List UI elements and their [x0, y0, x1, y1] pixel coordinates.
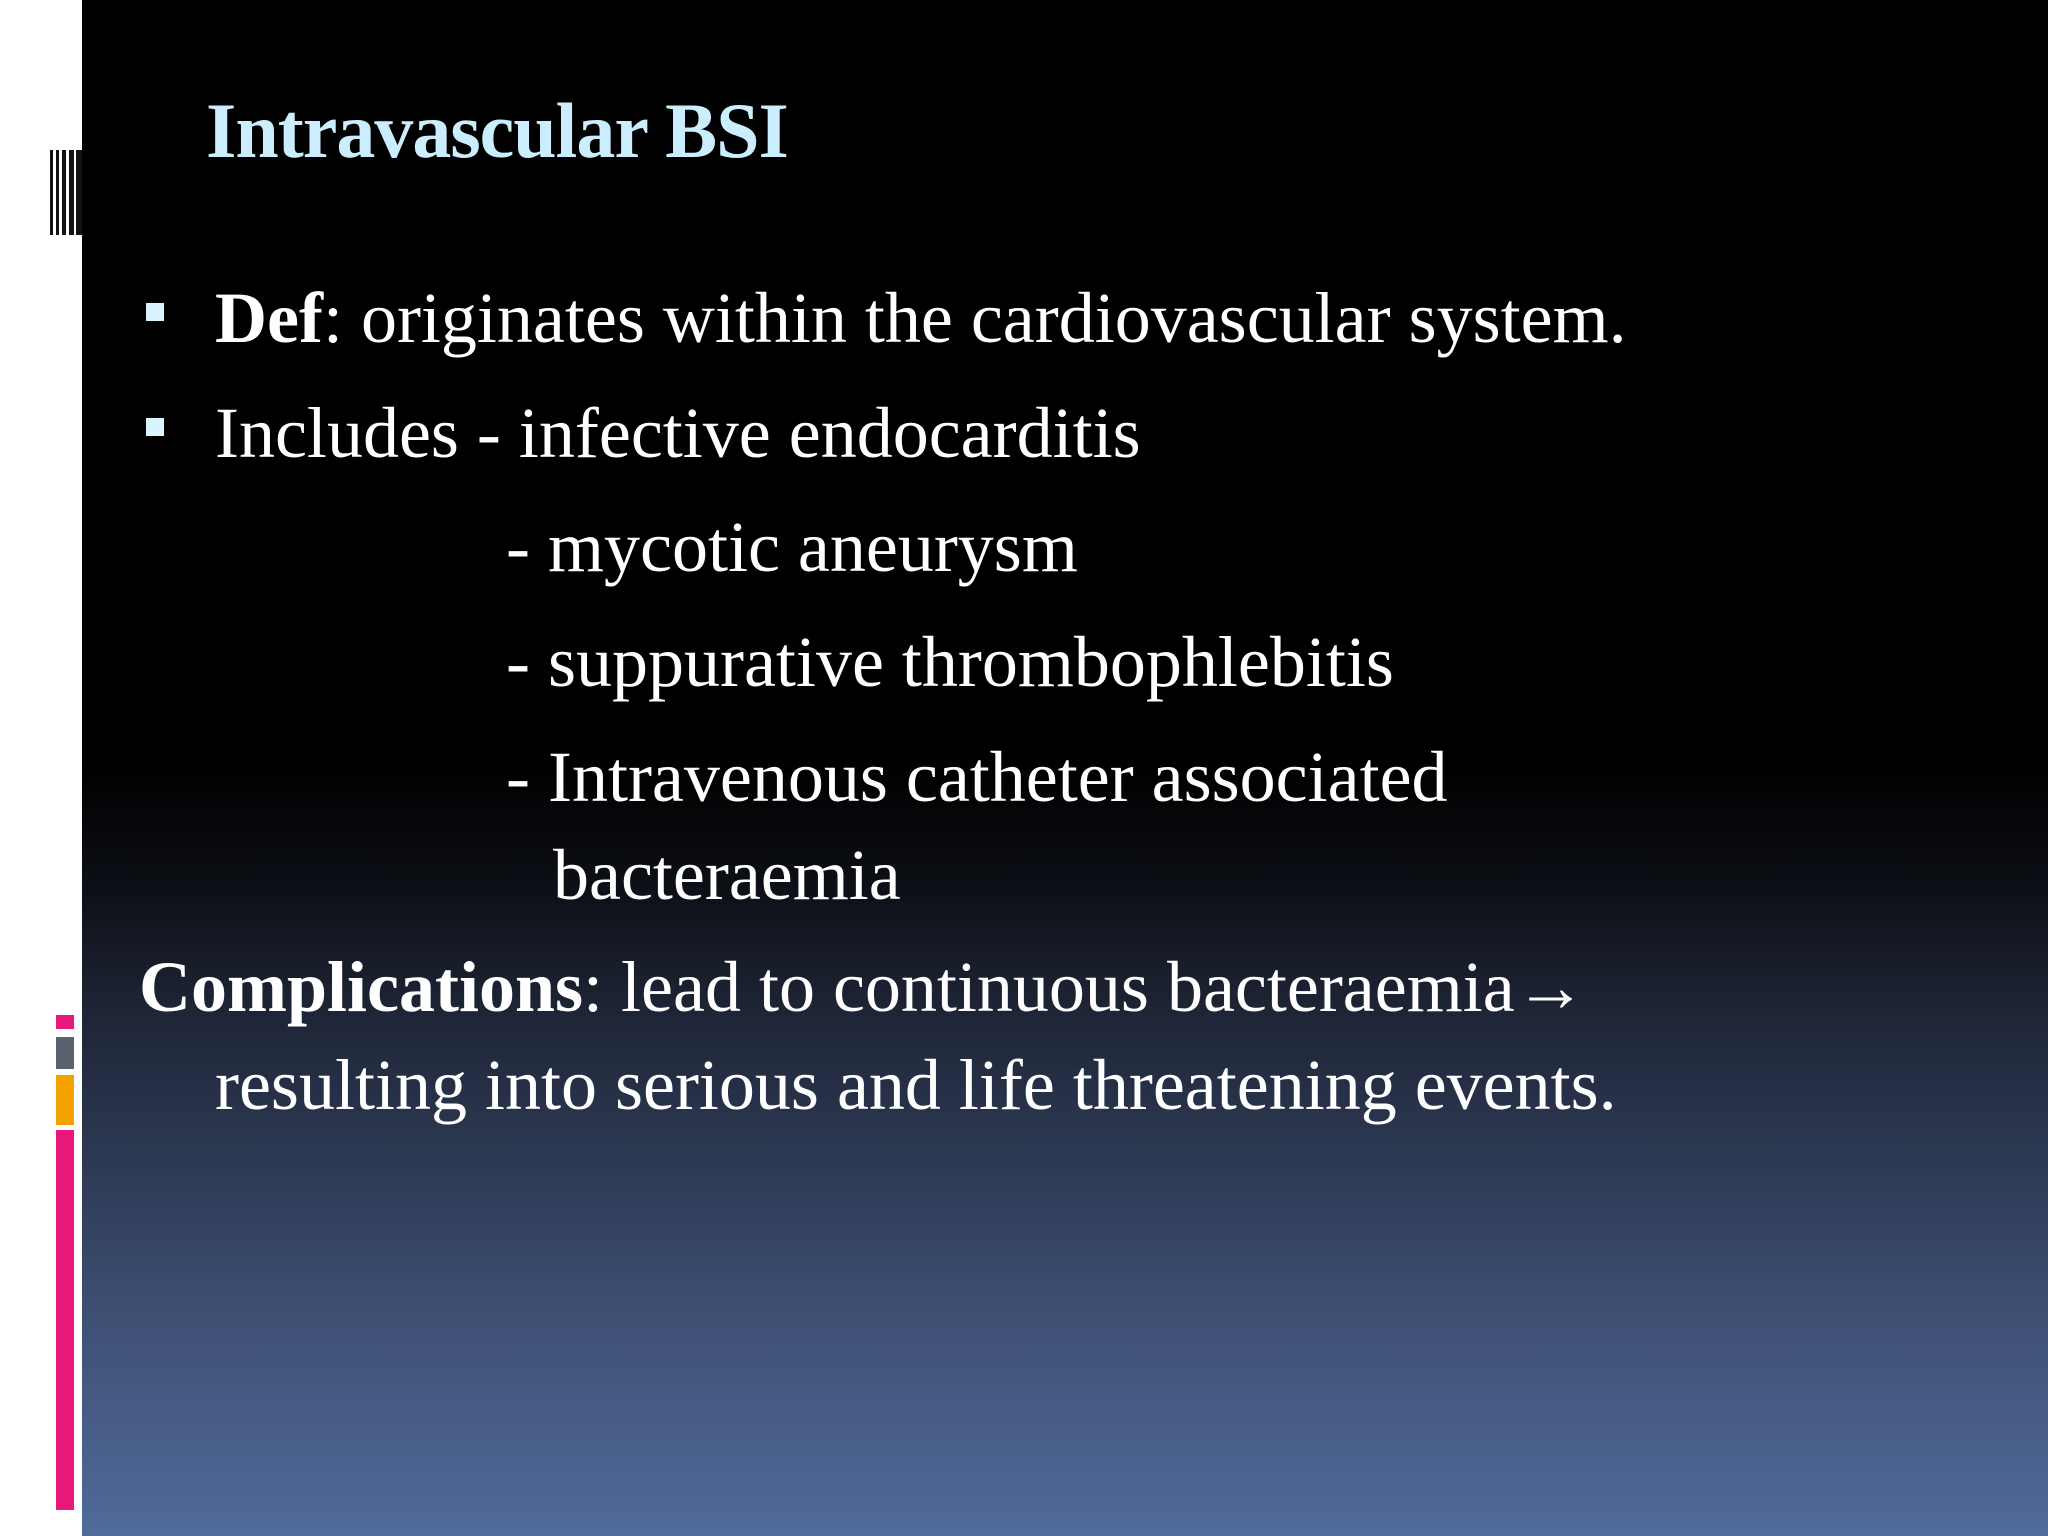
includes-item: - suppurative thrombophlebitis	[506, 622, 1394, 702]
includes-item: - Intravenous catheter associated	[506, 737, 1448, 817]
decor-bar-pink	[56, 1015, 74, 1029]
complications-term: Complications	[139, 947, 584, 1027]
includes-item: infective endocarditis	[518, 393, 1141, 473]
includes-item-continuation: bacteraemia	[553, 835, 901, 915]
complications-text: : lead to continuous bacteraemia	[583, 947, 1515, 1027]
definition-term: Def	[215, 278, 323, 358]
slide-title: Intravascular BSI	[206, 87, 788, 174]
slide-content	[82, 0, 2048, 1536]
decor-bar-pink-long	[56, 1130, 74, 1510]
decor-line	[50, 150, 53, 235]
arrow-right-icon: →	[1514, 947, 1587, 1027]
complications-continuation: resulting into serious and life threatening events.	[215, 1045, 1617, 1125]
decor-bar-orange	[56, 1075, 74, 1125]
bullet-definition	[215, 278, 1627, 358]
definition-text: : originates within the cardiovascular system.	[322, 278, 1627, 358]
left-decoration-strip	[0, 0, 82, 1536]
bullet-square-icon	[146, 418, 164, 436]
includes-lead: Includes -	[215, 393, 519, 473]
decor-line	[56, 150, 59, 235]
decor-bar-gray	[56, 1037, 74, 1069]
decor-line	[62, 150, 66, 235]
bullet-includes	[215, 393, 1141, 473]
decor-line	[69, 150, 74, 235]
includes-item: - mycotic aneurysm	[506, 507, 1078, 587]
complications-line	[139, 947, 1587, 1027]
bullet-square-icon	[146, 303, 164, 321]
